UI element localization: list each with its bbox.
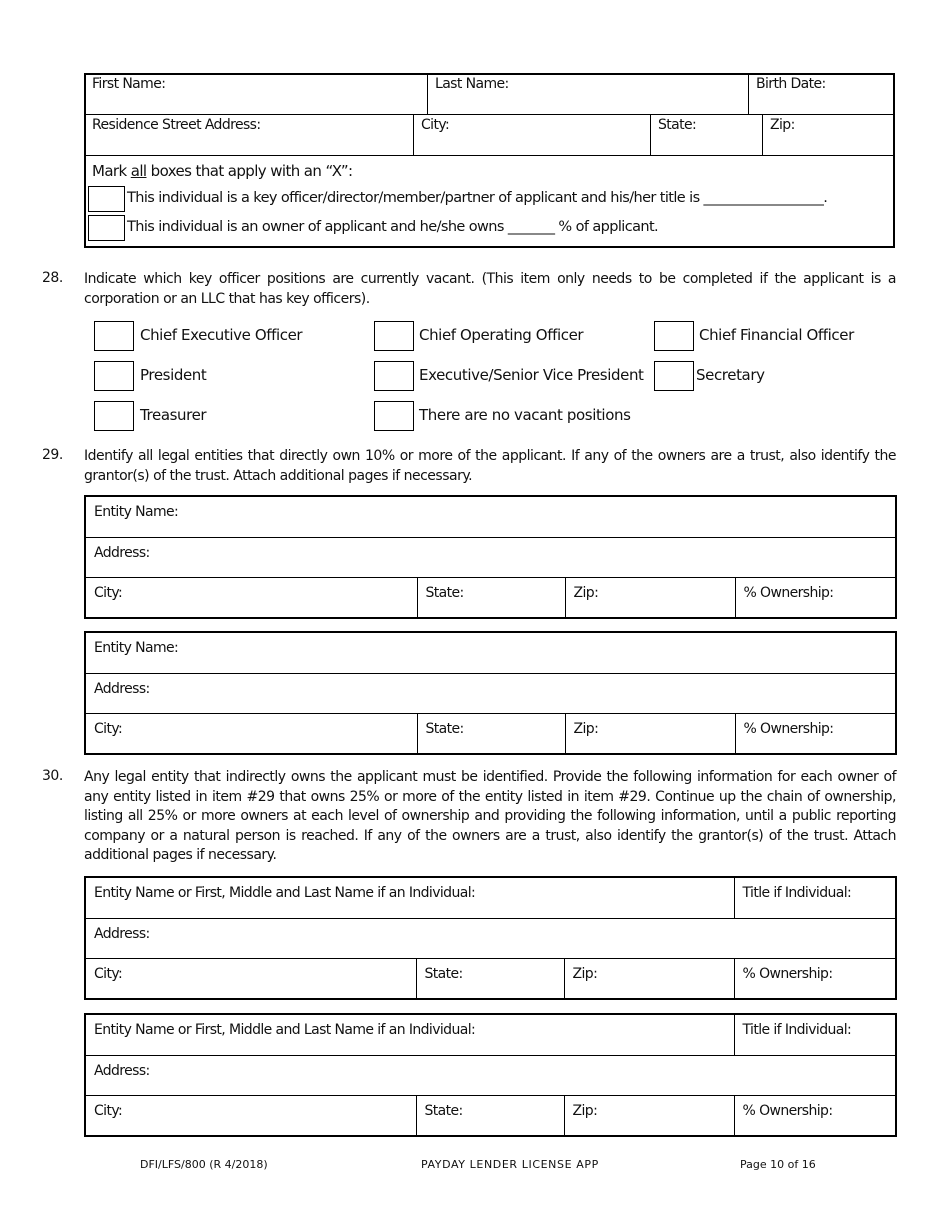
ownership-field[interactable] [734, 958, 896, 999]
city-label: City: [421, 117, 450, 133]
mark-instructions [92, 162, 352, 180]
address-label: Address: [94, 925, 150, 942]
city-field[interactable] [85, 1095, 416, 1136]
form-title: PAYDAY LENDER LICENSE APP [421, 1158, 599, 1171]
zip-field[interactable] [565, 577, 735, 618]
item-29-number: 29. [42, 447, 63, 463]
entity-name-label: Entity Name: [94, 640, 179, 656]
city-label: City: [94, 720, 123, 737]
vacant-ceo-checkbox[interactable] [94, 321, 134, 351]
title-label: Title if Individual: [742, 1022, 852, 1038]
ownership-field[interactable] [735, 713, 896, 754]
address-label: Address: [94, 680, 150, 697]
entity-or-individual-name-field[interactable] [85, 1014, 734, 1055]
page-number: Page 10 of 16 [740, 1158, 816, 1171]
vacant-president-label: President [140, 366, 207, 384]
zip-label: Zip: [770, 117, 795, 133]
ownership-label: % Ownership: [742, 1102, 833, 1119]
item-30-text: Any legal entity that indirectly owns the applicant must be identified. Provide the following information for each owner of any entity listed in item #29 that owns 25% or more of the entity listed in item #29. Continue up the chain of ownership, listing all 25% or more owners at each level of ownership and providing the following information, until a public reporting company or a natural person is reached. If any of the owners are a trust, also identify the grantor(s) of the trust. Attach additional pages if necessary. [84, 769, 896, 863]
owner-option: This individual is an owner of applicant and he/she owns _______ % of applicant. [127, 219, 659, 235]
state-field[interactable] [416, 1095, 564, 1136]
address-label: Address: [94, 544, 150, 561]
no-vacancies-checkbox[interactable] [374, 401, 414, 431]
entity-table-2 [84, 631, 897, 755]
zip-label: Zip: [572, 1102, 598, 1119]
divider [413, 114, 414, 156]
entity-name-field[interactable] [85, 632, 896, 673]
divider [650, 114, 651, 156]
vacant-treasurer-label: Treasurer [140, 406, 207, 424]
vacant-president-checkbox[interactable] [94, 361, 134, 391]
vacant-ceo-label: Chief Executive Officer [140, 326, 303, 344]
state-label: State: [424, 1102, 463, 1119]
divider [84, 155, 895, 156]
mark-prefix: Mark [92, 162, 131, 180]
address-field[interactable] [85, 537, 896, 577]
state-field[interactable] [417, 713, 565, 754]
vacant-cfo-label: Chief Financial Officer [699, 326, 854, 344]
divider [748, 73, 749, 115]
zip-label: Zip: [572, 965, 598, 982]
entity-table-1 [84, 495, 897, 619]
residence-address-label: Residence Street Address: [92, 117, 261, 133]
divider [427, 73, 428, 115]
divider [84, 114, 895, 115]
vacant-treasurer-checkbox[interactable] [94, 401, 134, 431]
item-30-number: 30. [42, 768, 63, 784]
key-officer-option: This individual is a key officer/director/member/partner of applicant and his/her title is __________________. [127, 190, 828, 206]
address-field[interactable] [85, 673, 896, 713]
city-field[interactable] [85, 713, 417, 754]
city-field[interactable] [85, 958, 416, 999]
indirect-owner-table-1 [84, 876, 897, 1000]
first-name-label: First Name: [92, 76, 166, 92]
mark-all: all [130, 162, 147, 180]
vacant-evp-checkbox[interactable] [374, 361, 414, 391]
ownership-label: % Ownership: [742, 965, 833, 982]
entity-name-field[interactable] [85, 496, 896, 537]
ownership-field[interactable] [734, 1095, 896, 1136]
key-officer-checkbox[interactable] [88, 186, 125, 212]
vacant-secretary-checkbox[interactable] [654, 361, 694, 391]
title-field[interactable] [734, 877, 896, 918]
city-label: City: [94, 1102, 123, 1119]
zip-field[interactable] [565, 713, 735, 754]
last-name-label: Last Name: [435, 76, 509, 92]
entity-or-individual-name-label: Entity Name or First, Middle and Last Name if an Individual: [94, 1022, 476, 1038]
city-label: City: [94, 965, 123, 982]
address-label: Address: [94, 1062, 150, 1079]
vacant-secretary-label: Secretary [696, 366, 765, 384]
state-label: State: [658, 117, 697, 133]
zip-label: Zip: [573, 584, 599, 601]
title-field[interactable] [734, 1014, 896, 1055]
city-field[interactable] [85, 577, 417, 618]
item-29-text: Identify all legal entities that directly own 10% or more of the applicant. If any of the owners are a trust, also identify the grantor(s) of the trust. Attach additional pages if necessary. [84, 448, 896, 484]
vacant-coo-label: Chief Operating Officer [419, 326, 584, 344]
city-label: City: [94, 584, 123, 601]
vacant-evp-label: Executive/Senior Vice President [419, 366, 644, 384]
entity-name-label: Entity Name: [94, 504, 179, 520]
state-field[interactable] [417, 577, 565, 618]
vacant-cfo-checkbox[interactable] [654, 321, 694, 351]
title-label: Title if Individual: [742, 885, 852, 901]
item-28-text: Indicate which key officer positions are currently vacant. (This item only needs to be completed if the applicant is a corporation or an LLC that has key officers). [84, 271, 896, 307]
vacant-coo-checkbox[interactable] [374, 321, 414, 351]
state-label: State: [424, 965, 463, 982]
owner-checkbox[interactable] [88, 215, 125, 241]
indirect-owner-table-2 [84, 1013, 897, 1137]
ownership-label: % Ownership: [743, 720, 834, 737]
mark-suffix: boxes that apply with an “X”: [146, 162, 353, 180]
zip-field[interactable] [564, 1095, 734, 1136]
state-label: State: [425, 720, 464, 737]
ownership-label: % Ownership: [743, 584, 834, 601]
form-id: DFI/LFS/800 (R 4/2018) [140, 1158, 268, 1171]
address-field[interactable] [85, 1055, 896, 1095]
divider [762, 114, 763, 156]
address-field[interactable] [85, 918, 896, 958]
ownership-field[interactable] [735, 577, 896, 618]
item-28-number: 28. [42, 270, 63, 286]
state-label: State: [425, 584, 464, 601]
zip-label: Zip: [573, 720, 599, 737]
no-vacancies-label: There are no vacant positions [419, 406, 631, 424]
birth-date-label: Birth Date: [756, 76, 826, 92]
entity-or-individual-name-label: Entity Name or First, Middle and Last Name if an Individual: [94, 885, 476, 901]
state-field[interactable] [416, 958, 564, 999]
zip-field[interactable] [564, 958, 734, 999]
entity-or-individual-name-field[interactable] [85, 877, 734, 918]
